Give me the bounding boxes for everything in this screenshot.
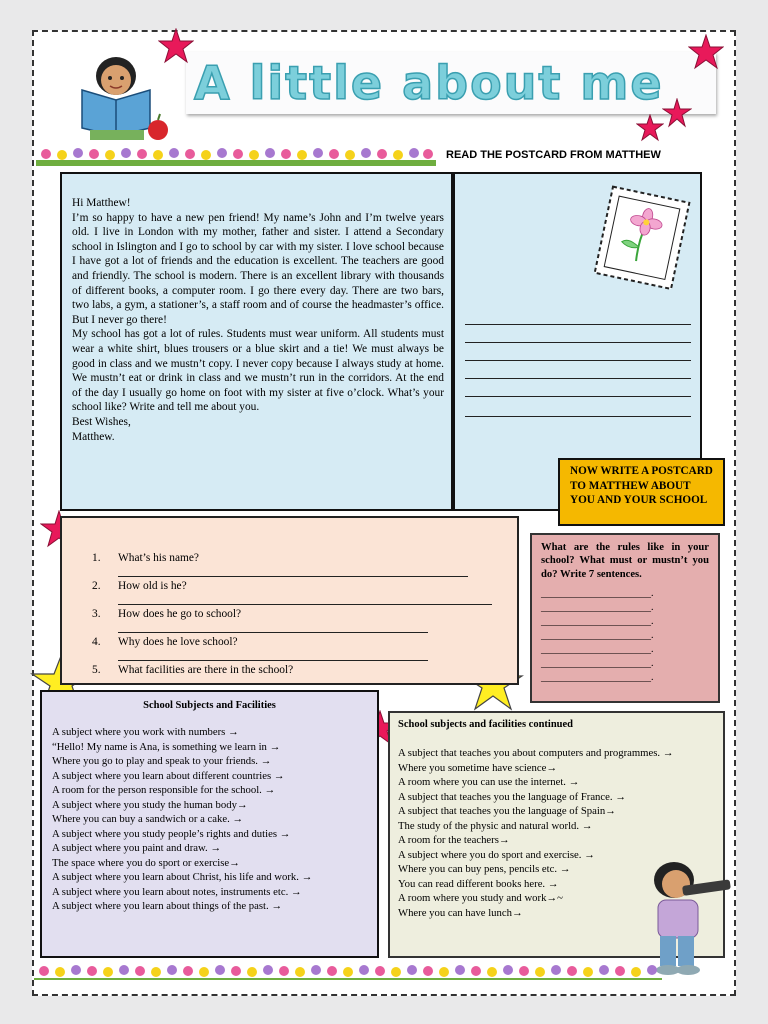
- list-item: A subject where you paint and draw. →: [52, 842, 222, 854]
- list-item: You can read different books here. →: [398, 877, 559, 890]
- letter-paragraph: I’m so happy to have a new pen friend! My name’s John and I’m twelve years old. I live in London with my mother, father and sister. I attend a Secondary school in Islington and I go to school by car with my sister. I love school because I have got a lot of friends and the education is excellent. The teachers are good and friendly. The school is modern. There is an excellent library with thousands of different books, a computer room. I go there every day. There are two bars, two labs, a gym, a stationer’s, a staff room and of course the headmaster’s office. But I never go there!: [72, 211, 444, 326]
- rule-answer-line[interactable]: ______________________.: [541, 658, 654, 669]
- pink-star-icon: [688, 34, 724, 70]
- title-banner: [186, 52, 716, 114]
- list-item: Where you go to play and speak to your friends. →: [52, 755, 272, 767]
- list-item: “Hello! My name is Ana, is something we learn in →: [52, 740, 281, 753]
- question-item: 1. What’s his name?: [92, 552, 199, 564]
- list-item: Where you sometime have science→: [398, 761, 558, 774]
- postcard-letter: [60, 172, 453, 511]
- list-item: A subject where you learn about notes, instruments etc. →: [52, 885, 302, 898]
- rule-answer-line[interactable]: ______________________.: [541, 616, 654, 627]
- address-line: [465, 378, 691, 379]
- question-item: 5. What facilities are there in the school?: [92, 664, 294, 676]
- list-item: A subject that teaches you the language of France. →: [398, 790, 626, 803]
- letter-text: [72, 196, 444, 444]
- pink-star-icon: [636, 114, 664, 142]
- rule-answer-line[interactable]: ______________________.: [541, 672, 654, 683]
- list-item: The study of the physic and natural world. →: [398, 819, 593, 832]
- question-item: 4. Why does he love school?: [92, 636, 238, 648]
- list-item: A subject where you learn about things of the past. →: [52, 900, 283, 912]
- rule-answer-line[interactable]: ______________________.: [541, 588, 654, 599]
- rule-answer-line[interactable]: ______________________.: [541, 630, 654, 641]
- address-line: [465, 342, 691, 343]
- pink-star-icon: [158, 28, 194, 64]
- rules-prompt: What are the rules like in your school? What must or mustn’t you do? Write 7 sentences.: [541, 542, 709, 580]
- write-postcard-prompt: NOW WRITE A POSTCARD TO MATTHEW ABOUT YOU AND YOUR SCHOOL: [558, 458, 725, 526]
- flower-border-top: [36, 144, 436, 166]
- list-item: Where you can buy pens, pencils etc. →: [398, 863, 571, 875]
- flower-border-bottom: [34, 958, 662, 980]
- list-item: A room where you study and work→~: [398, 892, 563, 904]
- subjects-title: School Subjects and Facilities: [143, 700, 276, 711]
- answer-line[interactable]: [118, 576, 468, 577]
- stamp-icon: [591, 182, 695, 294]
- list-item: A subject that teaches you about computers and programmes. →: [398, 747, 674, 759]
- question-item: 2. How old is he?: [92, 580, 187, 592]
- pink-star-icon: [662, 98, 692, 128]
- list-item: Where you can buy a sandwich or a cake. →: [52, 813, 244, 825]
- list-item: The space where you do sport or exercise→: [52, 856, 240, 869]
- letter-greeting: Hi Matthew!: [72, 197, 131, 209]
- list-item: A room for the person responsible for the school. →: [52, 784, 276, 796]
- address-line: [465, 360, 691, 361]
- address-line: [465, 396, 691, 397]
- list-item: A subject where you study the human body→: [52, 798, 248, 811]
- subjects-list: [52, 725, 374, 914]
- list-item: A room for the teachers→: [398, 834, 510, 846]
- answer-line[interactable]: [118, 604, 492, 605]
- list-item: A subject where you work with numbers →: [52, 726, 239, 738]
- list-item: Where you can have lunch→: [398, 906, 523, 919]
- list-item: A subject where you do sport and exercise. →: [398, 848, 595, 861]
- answer-line[interactable]: [118, 632, 428, 633]
- instruction-heading: READ THE POSTCARD FROM MATTHEW: [446, 149, 661, 161]
- letter-signature: Matthew.: [72, 430, 115, 443]
- page-title: A little about me: [194, 56, 664, 110]
- list-item: A subject that teaches you the language of Spain→: [398, 805, 616, 817]
- list-item: A subject where you learn about different countries →: [52, 769, 285, 782]
- letter-closing: Best Wishes,: [72, 415, 131, 428]
- address-line: [465, 324, 691, 325]
- question-item: 3. How does he go to school?: [92, 608, 242, 620]
- address-line: [465, 416, 691, 417]
- rules-exercise: [530, 533, 720, 703]
- list-item: A subject where you learn about Christ, his life and work. →: [52, 871, 313, 883]
- rule-answer-line[interactable]: ______________________.: [541, 602, 654, 613]
- letter-paragraph: My school has got a lot of rules. Students must wear uniform. All students must wear a white shirt, blues trousers or a blue skirt and a tie! We must always be good in class and we mustn’t copy. I never copy because I always study at home. We mustn’t eat or drink in class and we mustn’t run in the corridors. At the end of the day I usually go home on foot with my sister at five o’clock. What’s your school like? Write and tell me about you.: [72, 328, 444, 414]
- list-item: A room where you can use the internet. →: [398, 776, 580, 788]
- list-item: A subject where you study people’s rights and duties →: [52, 827, 291, 840]
- comprehension-questions: [60, 516, 519, 685]
- rule-answer-line[interactable]: ______________________.: [541, 644, 654, 655]
- continued-title: School subjects and facilities continued: [398, 719, 574, 730]
- subjects-facilities-box: [40, 690, 379, 958]
- answer-line[interactable]: [118, 660, 428, 661]
